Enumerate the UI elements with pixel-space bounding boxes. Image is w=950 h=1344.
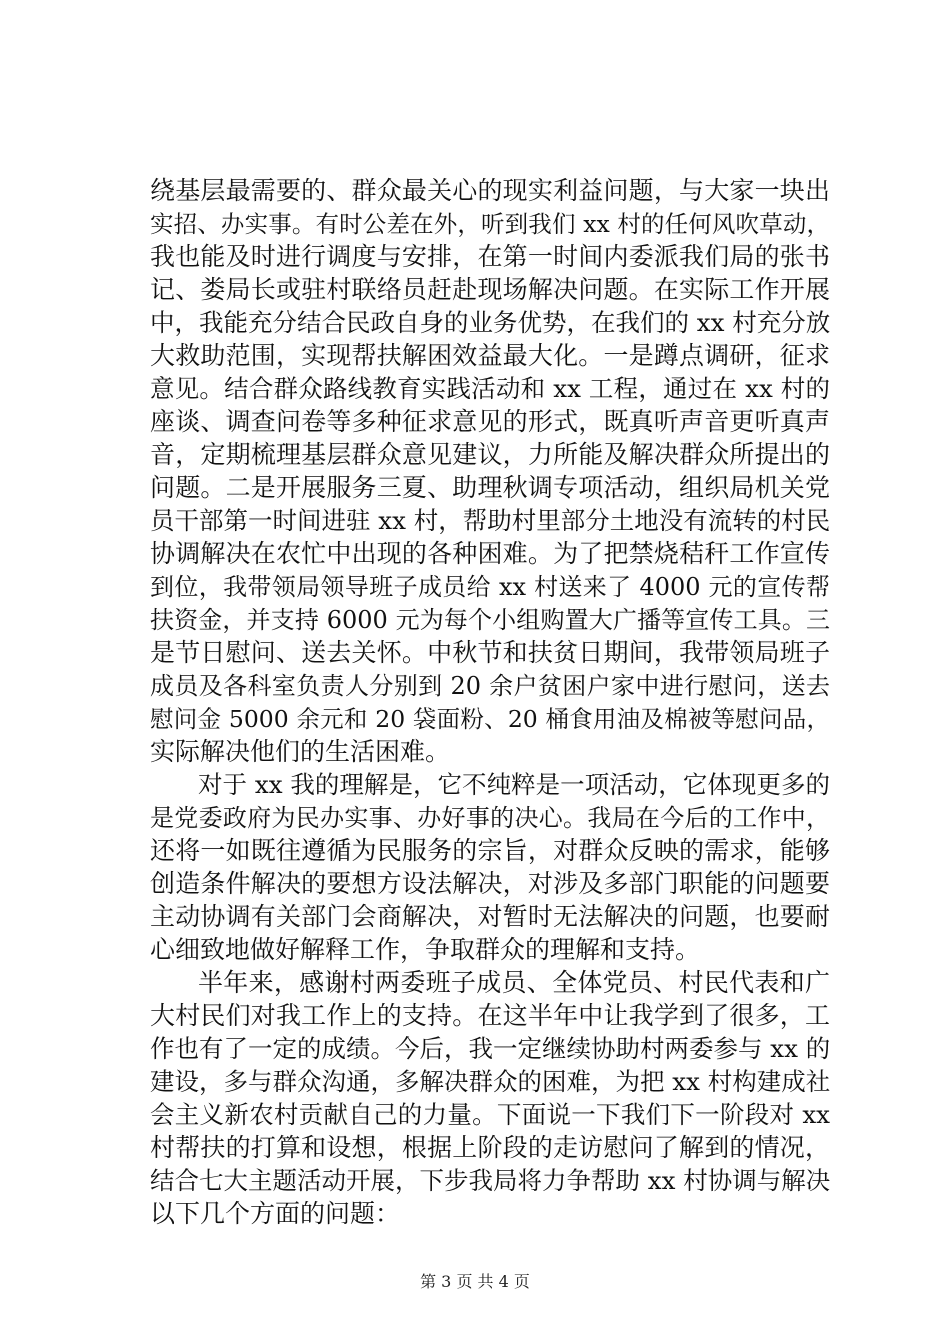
text-line: 是党委政府为民办实事、办好事的决心。我局在今后的工作中，	[150, 804, 830, 832]
text-line: 以下几个方面的问题：	[150, 1199, 401, 1228]
text-line: 大村民们对我工作上的支持。在这半年中让我学到了很多，工	[150, 1001, 830, 1030]
text-line: 对于 xx 我的理解是，它不纯粹是一项活动，它体现更多的	[198, 770, 830, 799]
text-line: 问题。二是开展服务三夏、助理秋调专项活动，组织局机关党	[150, 473, 830, 502]
text-line: 音，定期梳理基层群众意见建议，力所能及解决群众所提出的	[150, 440, 830, 469]
text-line: 实招、办实事。有时公差在外，听到我们 xx 村的任何风吹草动，	[150, 210, 830, 238]
text-line: 绕基层最需要的、群众最关心的现实利益问题，与大家一块出	[150, 176, 830, 205]
text-line: 村帮扶的打算和设想，根据上阶段的走访慰问了解到的情况，	[150, 1133, 830, 1162]
text-line: 是节日慰问、送去关怀。中秋节和扶贫日期间，我带领局班子	[150, 638, 830, 667]
text-line: 我也能及时进行调度与安排，在第一时间内委派我们局的张书	[150, 242, 830, 271]
text-line: 意见。结合群众路线教育实践活动和 xx 工程，通过在 xx 村的	[150, 374, 830, 403]
text-line: 协调解决在农忙中出现的各种困难。为了把禁烧秸秆工作宣传	[150, 539, 830, 568]
text-line: 会主义新农村贡献自己的力量。下面说一下我们下一阶段对 xx	[150, 1100, 830, 1129]
text-line: 慰问金 5000 余元和 20 袋面粉、20 桶食用油及棉被等慰问品，	[150, 705, 830, 733]
text-line: 大救助范围，实现帮扶解困效益最大化。一是蹲点调研，征求	[150, 341, 830, 370]
text-line: 心细致地做好解释工作，争取群众的理解和支持。	[150, 935, 701, 964]
text-line: 员干部第一时间进驻 xx 村，帮助村里部分土地没有流转的村民	[150, 506, 830, 535]
text-line: 中，我能充分结合民政自身的业务优势，在我们的 xx 村充分放	[150, 308, 830, 337]
text-line: 还将一如既往遵循为民服务的宗旨，对群众反映的需求，能够	[150, 836, 830, 865]
text-line: 结合七大主题活动开展，下步我局将力争帮助 xx 村协调与解决	[150, 1166, 830, 1195]
text-line: 扶资金，并支持 6000 元为每个小组购置大广播等宣传工具。三	[150, 606, 830, 634]
text-line: 主动协调有关部门会商解决，对暂时无法解决的问题，也要耐	[150, 902, 830, 931]
text-line: 建设，多与群众沟通，多解决群众的困难，为把 xx 村构建成社	[150, 1067, 830, 1096]
page-number-footer: 第 3 页 共 4 页	[420, 1272, 530, 1291]
text-line: 半年来，感谢村两委班子成员、全体党员、村民代表和广	[198, 968, 830, 997]
text-line: 记、娄局长或驻村联络员赶赴现场解决问题。在实际工作开展	[150, 275, 830, 304]
text-line: 作也有了一定的成绩。今后，我一定继续协助村两委参与 xx 的	[150, 1034, 830, 1063]
text-line: 座谈、调查问卷等多种征求意见的形式，既真听声音更听真声	[150, 407, 830, 436]
text-line: 实际解决他们的生活困难。	[150, 737, 451, 766]
text-line: 成员及各科室负责人分别到 20 余户贫困户家中进行慰问，送去	[150, 672, 830, 700]
text-line: 创造条件解决的要想方设法解决，对涉及多部门职能的问题要	[150, 869, 830, 898]
text-line: 到位，我带领局领导班子成员给 xx 村送来了 4000 元的宣传帮	[150, 573, 830, 601]
